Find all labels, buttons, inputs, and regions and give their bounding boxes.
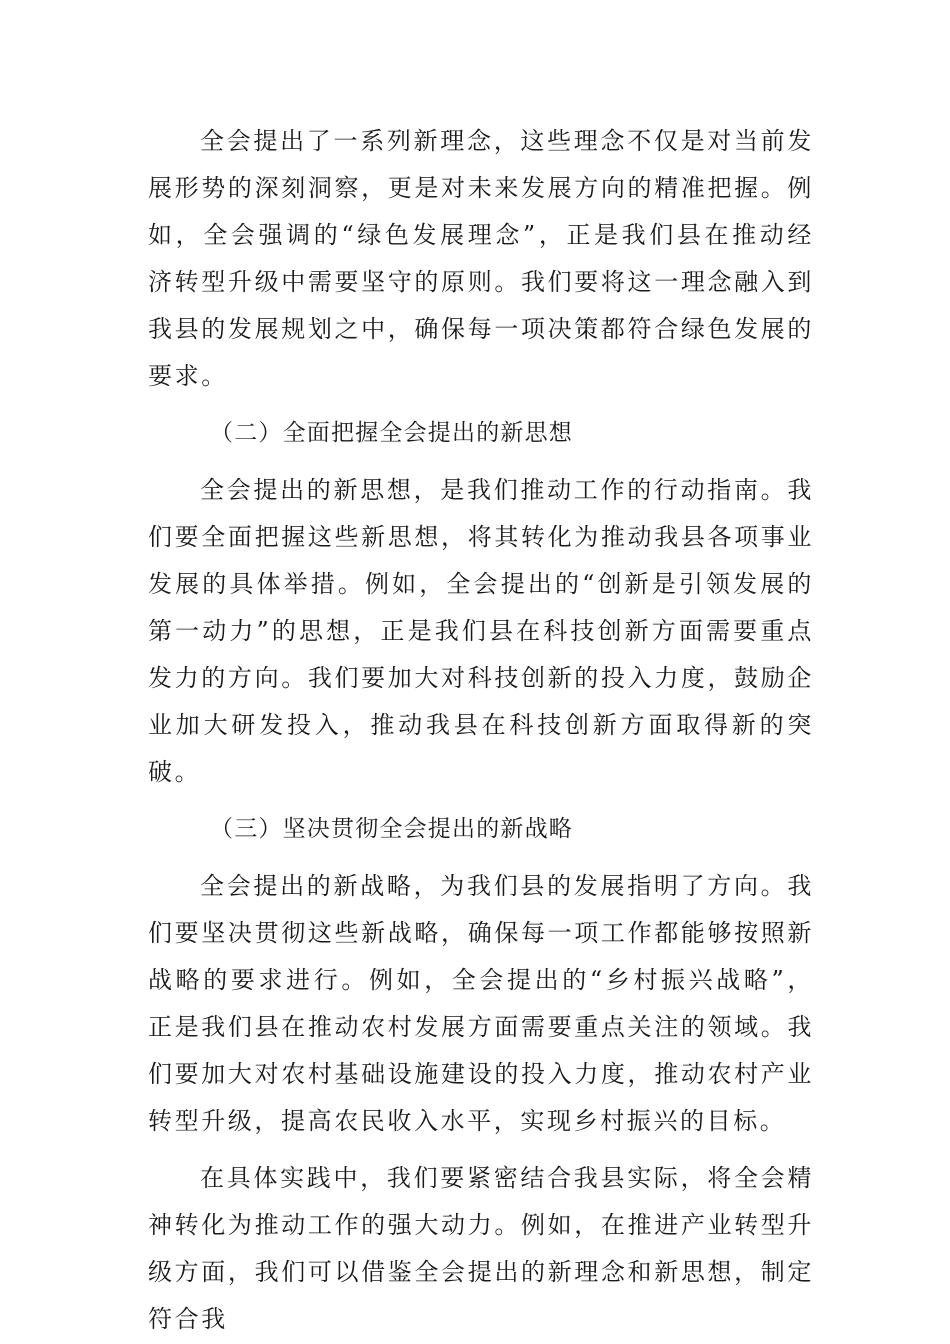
- paragraph-new-strategies: 全会提出的新战略，为我们县的发展指明了方向。我们要坚决贯彻这些新战略，确保每一项工作都能够按照新战略的要求进行。例如，全会提出的“乡村振兴战略”，正是我们县在推动农村发展方面需要重点关注的领域。我们要加大对农村基础设施建设的投入力度，推动农村产业转型升级，提高农民收入水平，实现乡村振兴的目标。: [148, 872, 814, 1135]
- document-body: [148, 118, 814, 1343]
- paragraph-new-thoughts: 全会提出的新思想，是我们推动工作的行动指南。我们要全面把握这些新思想，将其转化为推动我县各项事业发展的具体举措。例如，全会提出的“创新是引领发展的第一动力”的思想，正是我们县在科技创新方面需要重点发力的方向。我们要加大对科技创新的投入力度，鼓励企业加大研发投入，推动我县在科技创新方面取得新的突破。: [148, 476, 814, 786]
- paragraph-new-concepts: 全会提出了一系列新理念，这些理念不仅是对当前发展形势的深刻洞察，更是对未来发展方向的精准把握。例如，全会强调的“绿色发展理念”，正是我们县在推动经济转型升级中需要坚守的原则。我们要将这一理念融入到我县的发展规划之中，确保每一项决策都符合绿色发展的要求。: [148, 127, 814, 390]
- paragraph-gap: [148, 796, 814, 806]
- section-heading-new-thoughts: （二）全面把握全会提出的新思想: [210, 420, 573, 446]
- paragraph-gap: [148, 400, 814, 410]
- paragraph-practice: 在具体实践中，我们要紧密结合我县实际，将全会精神转化为推动工作的强大动力。例如，在推进产业转型升级方面，我们可以借鉴全会提出的新理念和新思想，制定符合我: [148, 1164, 814, 1333]
- paragraph-gap: [148, 853, 814, 863]
- paragraph-gap: [148, 1145, 814, 1155]
- section-heading-new-strategies: （三）坚决贯彻全会提出的新战略: [210, 816, 573, 842]
- paragraph-gap: [148, 457, 814, 467]
